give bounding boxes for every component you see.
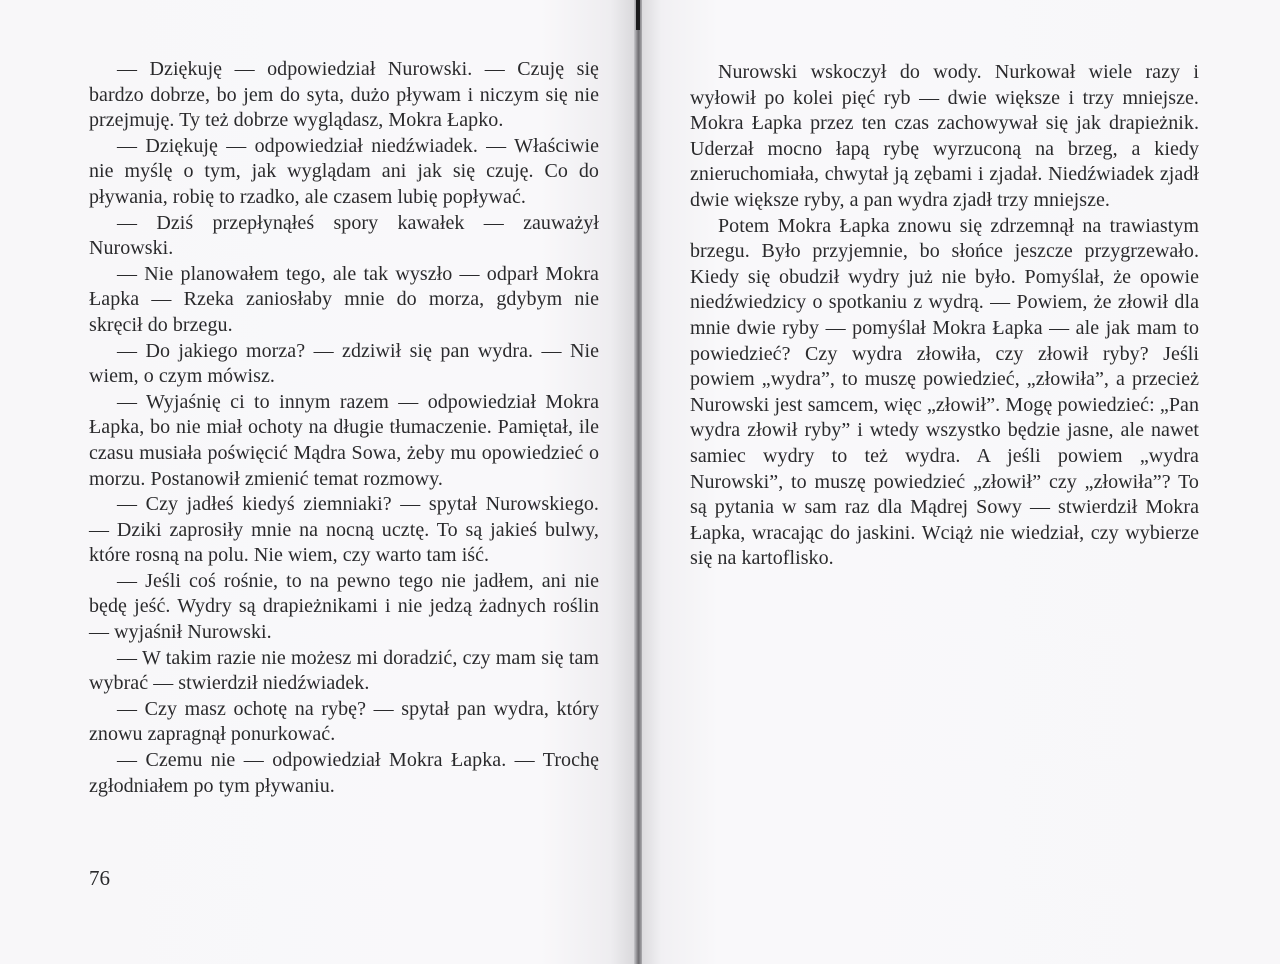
paragraph: Nurowski wskoczył do wody. Nurkował wiele razy i wyłowił po kolei pięć ryb — dwie większe i trzy mniejsze. Mokra Łapka przez ten czas zachowywał się jak drapieżnik. Uderzał mocno łapą rybę wyrzuconą na brzeg, a kiedy znieruchomiała, chwytał ją zębami i zjadał. Niedźwiadek zjadł dwie większe ryby, a pan wydra zjadł trzy mniejsze. xyxy=(690,61,1199,211)
paragraph: — Wyjaśnię ci to innym razem — odpowiedział Mokra Łapka, bo nie miał ochoty na długie tłumaczenie. Pamiętał, ile czasu musiała poświęcić Mądra Sowa, żeby mu opowiedzieć o morzu. Postanowił zmienić temat rozmowy. xyxy=(89,390,599,490)
paragraph: — Dziękuję — odpowiedział Nurowski. — Czuję się bardzo dobrze, bo jem do syta, dużo pływam i niczym się nie przejmuję. Ty też dobrze wyglądasz, Mokra Łapko. xyxy=(89,58,599,132)
gutter-shadow xyxy=(636,0,640,30)
paragraph: — W takim razie nie możesz mi doradzić, czy mam się tam wybrać — stwierdził niedźwiadek. xyxy=(89,646,599,695)
paragraph: Potem Mokra Łapka znowu się zdrzemnął na trawiastym brzegu. Było przyjemnie, bo słońce jeszcze przygrzewało. Kiedy się obudził wydry już nie było. Pomyślał, że opowie niedźwiedzicy o spotkaniu z wydrą. — Powiem, że złowił dla mnie dwie ryby — pomyślał Mokra Łapka — ale jak mam to powiedzieć? Czy wydra złowiła, czy złowił ryby? Jeśli powiem „wydra”, to muszę powiedzieć, „złowiła”, a przecież Nurowski jest samcem, więc „złowił”. Mogę powiedzieć: „Pan wydra złowił ryby” i wtedy wszystko będzie jasne, ale nawet samiec wydry to też wydra. A jeśli powiem „wydra Nurowski”, to muszę powiedzieć „złowił” czy „złowiła”? To są pytania w sam raz dla Mądrej Sowy — stwierdził Mokra Łapka, wracając do jaskini. Wciąż nie wiedział, czy wybierze się na kartoflisko. xyxy=(690,214,1199,570)
paragraph: — Dziękuję — odpowiedział niedźwiadek. — Właściwie nie myślę o tym, jak wyglądam ani jak się czuję. Co do pływania, robię to rzadko, ale czasem lubię popływać. xyxy=(89,134,599,208)
paragraph: — Czemu nie — odpowiedział Mokra Łapka. — Trochę zgłodniałem po tym pływaniu. xyxy=(89,749,599,797)
paragraph: — Jeśli coś rośnie, to na pewno tego nie jadłem, ani nie będę jeść. Wydry są drapieżnikami i nie jedzą żadnych roślin — wyjaśnił Nurowski. xyxy=(89,569,599,644)
paragraph: — Do jakiego morza? — zdziwił się pan wydra. — Nie wiem, o czym mówisz. xyxy=(89,339,599,388)
left-page xyxy=(0,0,636,964)
paragraph: — Dziś przepłynąłeś spory kawałek — zauważył Nurowski. xyxy=(89,211,599,260)
paragraph: — Nie planowałem tego, ale tak wyszło — odparł Mokra Łapka — Rzeka zaniosłaby mnie do morza, gdybym nie skręcił do brzegu. xyxy=(89,262,599,336)
right-page-text xyxy=(690,60,1199,572)
paragraph: — Czy jadłeś kiedyś ziemniaki? — spytał Nurowskiego. — Dziki zaprosiły mnie na nocną ucztę. To są jakieś bulwy, które rosną na polu. Nie wiem, czy warto tam iść. xyxy=(89,493,599,567)
page-number: 76 xyxy=(89,866,110,890)
paragraph: — Czy masz ochotę na rybę? — spytał pan wydra, który znowu zapragnął ponurkować. xyxy=(89,697,599,746)
left-page-text xyxy=(89,57,599,799)
